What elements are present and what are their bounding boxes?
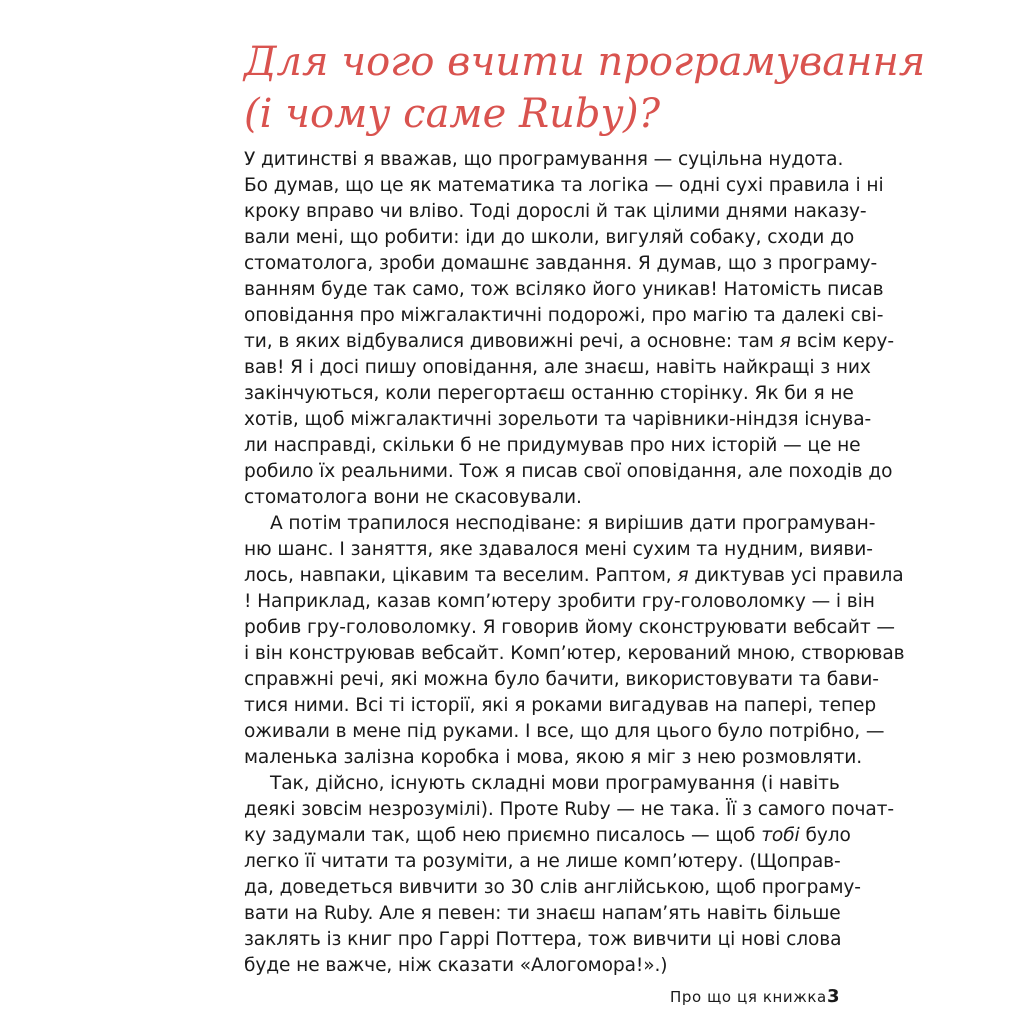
text-line: ванням буде так само, тож всіляко його уникав! Натомість писав [244, 279, 884, 300]
text-line: деякі зовсім незрозумілі). Проте Ruby — не така. Її з самого почат- [244, 799, 895, 820]
text-line: маленька залізна коробка і мова, якою я міг з нею розмовляти. [244, 747, 863, 768]
paragraph-first-line: Так, дійсно, існують складні мови програмування (і навіть [270, 773, 840, 794]
text-line: справжні речі, які можна було бачити, використовувати та бави- [244, 669, 879, 690]
text-line: і він конструював вебсайт. Комп’ютер, керований мною, створював [244, 643, 905, 664]
text-line: вали мені, що робити: іди до школи, вигуляй собаку, сходи до [244, 227, 855, 248]
text-segment: лось, навпаки, цікавим та веселим. Раптом, [244, 565, 678, 586]
text-line: Бо думав, що це як математика та логіка — одні сухі правила і ні [244, 175, 884, 196]
paragraph-first-line: А потім трапилося несподіване: я вирішив дати програмуван- [270, 513, 876, 534]
text-line: тися ними. Всі ті історії, які я роками вигадував на папері, тепер [244, 695, 877, 716]
text-line: робив гру-головоломку. Я говорив йому сконструювати вебсайт — [244, 617, 895, 638]
text-line: оживали в мене під руками. І все, що для цього було потрібно, — [244, 721, 885, 742]
italic-word: я [677, 565, 689, 586]
chapter-title-line-1: Для чого вчити програмування [244, 39, 926, 85]
text-line: ню шанс. І заняття, яке здавалося мені сухим та нудним, вияви- [244, 539, 873, 560]
text-line: робило їх реальними. Тож я писав свої оповідання, але походів до [244, 461, 893, 482]
text-line: кроку вправо чи вліво. Тоді дорослі й так цілими днями наказу- [244, 201, 867, 222]
text-line: заклять із книг про Гаррі Поттера, тож вивчити ці нові слова [244, 929, 842, 950]
text-line [244, 563, 904, 589]
text-line: оповідання про міжгалактичні подорожі, про магію та далекі сві- [244, 305, 884, 326]
text-segment: ти, в яких відбувалися дивовижні речі, а основне: там [244, 331, 780, 352]
text-line [244, 823, 851, 849]
chapter-title [244, 36, 926, 140]
page-number: 3 [827, 986, 840, 1007]
text-line: стоматолога вони не скасовували. [244, 487, 582, 508]
text-line [244, 329, 894, 355]
text-line: легко її читати та розуміти, а не лише комп’ютеру. (Щоправ- [244, 851, 841, 872]
chapter-title-line-2: (і чому саме Ruby)? [244, 91, 661, 137]
text-segment: було [799, 825, 851, 846]
italic-word: тобі [761, 825, 800, 846]
body-text [244, 147, 905, 979]
text-line: буде не важче, ніж сказати «Алогомора!».) [244, 955, 668, 976]
text-line: закінчуються, коли перегортаєш останню сторінку. Як би я не [244, 383, 854, 404]
running-footer-section: Про що ця книжка [670, 988, 827, 1006]
text-line: ! Наприклад, казав комп’ютеру зробити гру-головоломку — і він [244, 591, 875, 612]
text-segment: диктував усі правила [688, 565, 904, 586]
italic-word: я [779, 331, 791, 352]
text-line: да, доведеться вивчити зо 30 слів англійською, щоб програму- [244, 877, 861, 898]
text-segment: всім керу- [790, 331, 894, 352]
text-line: стоматолога, зроби домашнє завдання. Я думав, що з програму- [244, 253, 878, 274]
text-line: ли насправді, скільки б не придумував про них історій — це не [244, 435, 861, 456]
text-line: вав! Я і досі пишу оповідання, але знаєш, навіть найкращі з них [244, 357, 871, 378]
text-segment: ку задумали так, щоб нею приємно писалось — щоб [244, 825, 762, 846]
text-line: хотів, щоб міжгалактичні зорельоти та чарівники-ніндзя існува- [244, 409, 872, 430]
text-line: вати на Ruby. Але я певен: ти знаєш напам’ять навіть більше [244, 903, 841, 924]
text-line: У дитинстві я вважав, що програмування — суцільна нудота. [244, 149, 844, 170]
